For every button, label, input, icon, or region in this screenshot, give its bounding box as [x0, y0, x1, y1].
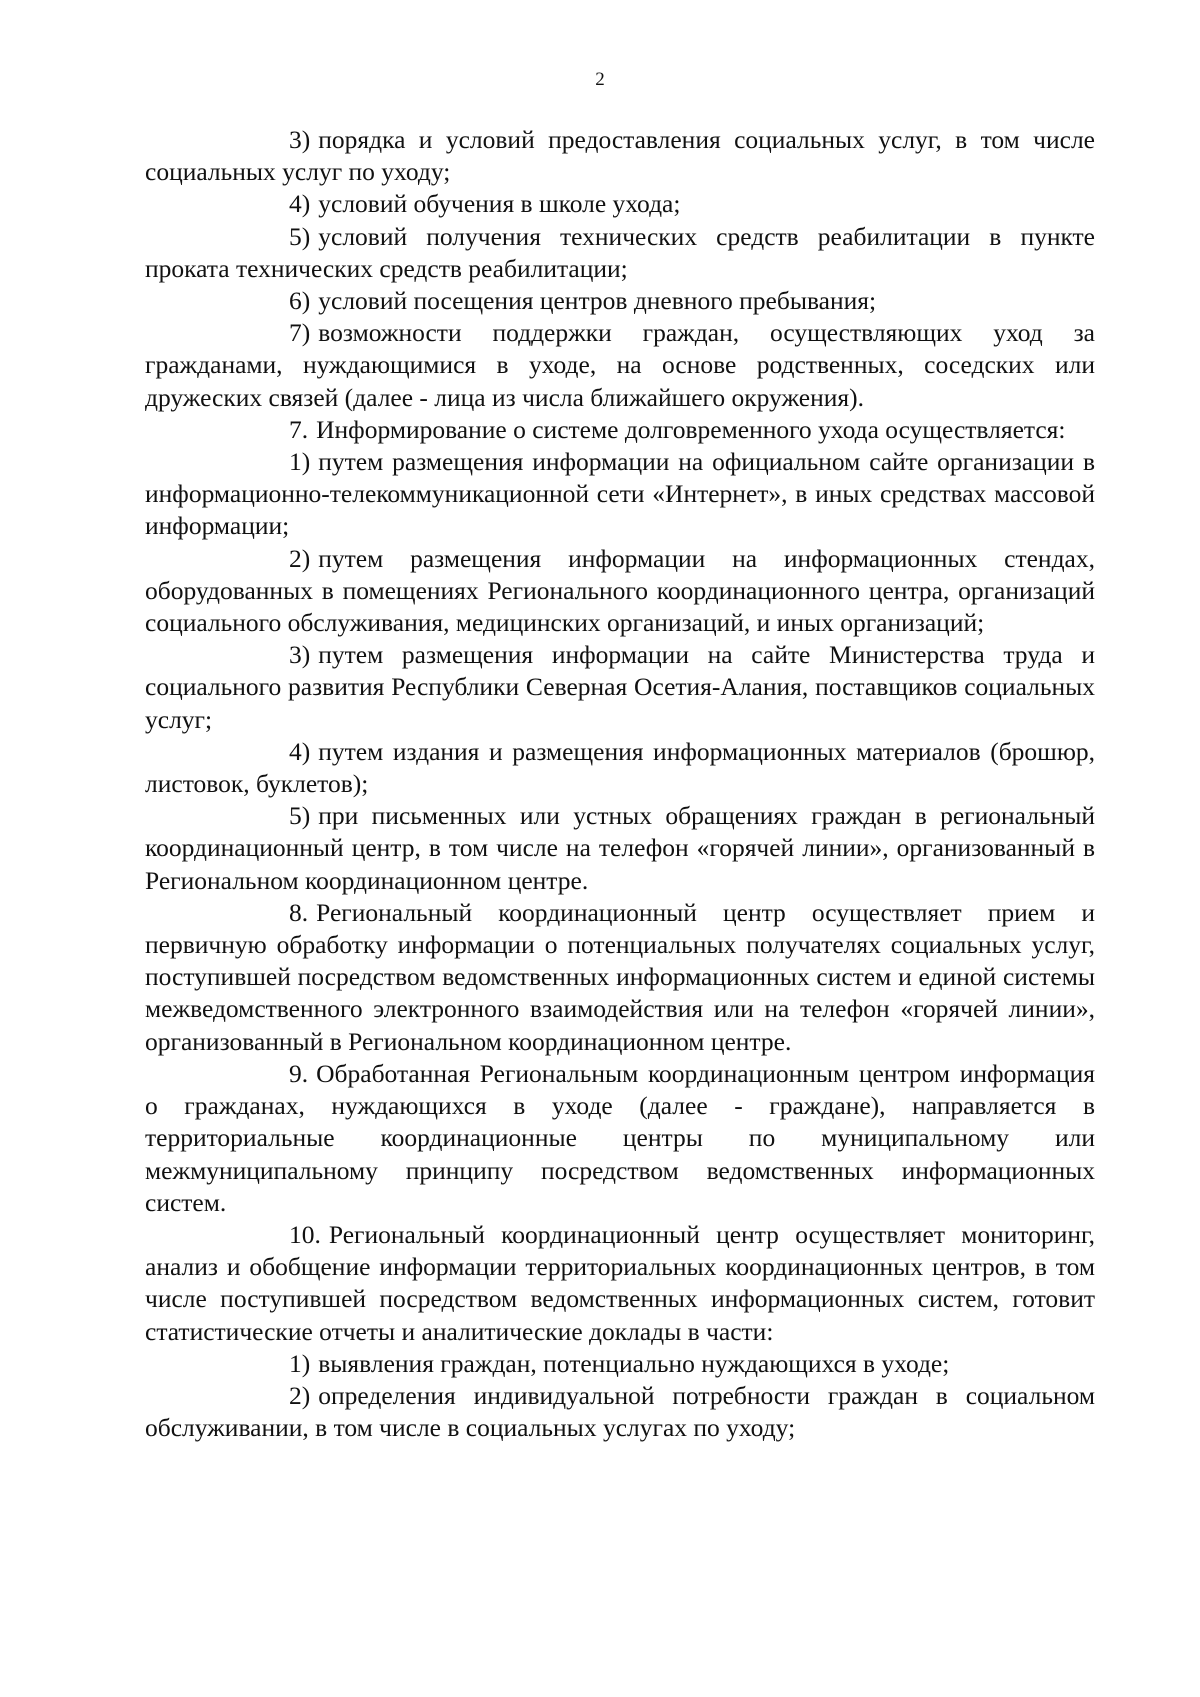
paragraph-text: условий посещения центров дневного пребывания;: [318, 286, 877, 316]
paragraph-number: 10.: [289, 1219, 321, 1249]
paragraph-text: путем издания и размещения информационных материалов (брошюр, листовок, буклетов);: [145, 736, 1095, 799]
paragraph-number: 2): [289, 1380, 311, 1410]
page-number: 2: [595, 69, 605, 90]
paragraph-text: выявления граждан, потенциально нуждающихся в уходе;: [318, 1348, 950, 1378]
paragraph-item-2-info-stands: [145, 543, 1095, 640]
paragraph-number: 5): [289, 801, 311, 831]
paragraph-text: при письменных или устных обращениях граждан в региональный координационный центр, в том числе на телефон «горячей линии», организованный в Региональном координационном центре.: [145, 801, 1095, 895]
paragraph-text: условий обучения в школе ухода;: [318, 189, 681, 219]
paragraph-text: возможности поддержки граждан, осуществляющих уход за гражданами, нуждающимися в уходе, на основе родственных, соседских или дружеских связей (далее - лица из числа ближайшего окружения).: [145, 318, 1095, 412]
paragraph-item-3-ministry-website: [145, 639, 1095, 736]
paragraph-number: 9.: [289, 1058, 309, 1088]
paragraph-item-6-day-centers: [145, 285, 1095, 317]
section-8-primary-processing: [145, 897, 1095, 1058]
paragraph-number: 1): [289, 447, 311, 477]
paragraph-item-4-school-of-care: [145, 188, 1095, 220]
paragraph-number: 1): [289, 1348, 311, 1378]
document-body: [145, 124, 1095, 1444]
paragraph-item-4-printed-materials: [145, 736, 1095, 800]
paragraph-text: путем размещения информации на сайте Министерства труда и социального развития Республики Северная Осетия-Алания, поставщиков социальных услуг;: [145, 640, 1095, 734]
paragraph-number: 3): [289, 640, 311, 670]
section-10-monitoring: [145, 1219, 1095, 1348]
paragraph-number: 2): [289, 543, 311, 573]
paragraph-text: путем размещения информации на информационных стендах, оборудованных в помещениях Регионального координационного центра, организаций социального обслуживания, медицинских организаций, и иных организаций;: [145, 543, 1095, 638]
section-9-information-routing: [145, 1058, 1095, 1219]
paragraph-number: 7.: [289, 414, 309, 444]
paragraph-number: 7): [289, 318, 311, 348]
paragraph-item-5-rehabilitation-rental: [145, 221, 1095, 285]
paragraph-item-1-identification: [145, 1348, 1095, 1380]
paragraph-item-7-caregiver-support: [145, 317, 1095, 414]
paragraph-text: Обработанная Региональным координационным центром информация о гражданах, нуждающихся в уходе (далее - граждане), направляется в территориальные координационные центры по муниципальному или межмуниципальному принципу посредством ведомственных информационных систем.: [145, 1058, 1095, 1217]
paragraph-text: Информирование о системе долговременного ухода осуществляется:: [316, 414, 1066, 444]
paragraph-text: Региональный координационный центр осуществляет прием и первичную обработку информации о потенциальных получателях социальных услуг, поступившей посредством ведомственных информационных систем и единой системы межведомственного электронного взаимодействия или на телефон «горячей линии», организованный в Региональном координационном центре.: [145, 897, 1095, 1056]
paragraph-item-5-citizen-requests: [145, 800, 1095, 897]
paragraph-text: определения индивидуальной потребности граждан в социальном обслуживании, в том числе в социальных услугах по уходу;: [145, 1380, 1095, 1443]
paragraph-text: условий получения технических средств реабилитации в пункте проката технических средств реабилитации;: [145, 221, 1095, 283]
paragraph-item-1-official-website: [145, 446, 1095, 543]
paragraph-number: 4): [289, 736, 311, 766]
paragraph-text: путем размещения информации на официальном сайте организации в информационно-телекоммуникационной сети «Интернет», в иных средствах массовой информации;: [145, 447, 1095, 541]
paragraph-item-3-order-conditions: [145, 124, 1095, 188]
paragraph-number: 5): [289, 221, 311, 251]
paragraph-number: 6): [289, 286, 311, 316]
paragraph-text: порядка и условий предоставления социальных услуг, в том числе социальных услуг по уходу;: [145, 125, 1095, 187]
paragraph-number: 4): [289, 189, 311, 219]
paragraph-number: 8.: [289, 897, 309, 927]
section-7-informing: [145, 414, 1095, 446]
paragraph-text: Региональный координационный центр осуществляет мониторинг, анализ и обобщение информации территориальных координационных центров, в том числе поступившей посредством ведомственных информационных систем, готовит статистические отчеты и аналитические доклады в части:: [145, 1219, 1095, 1346]
paragraph-number: 3): [289, 125, 311, 154]
paragraph-item-2-individual-needs: [145, 1380, 1095, 1444]
